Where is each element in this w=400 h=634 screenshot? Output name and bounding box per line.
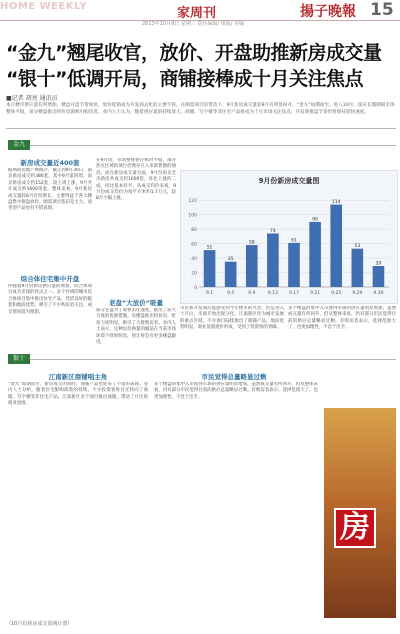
bar-value-label: 114 [331, 200, 341, 206]
subhead-5: 市民觉得总量略显过剩 [201, 373, 267, 381]
bar [309, 222, 321, 287]
bar [267, 233, 279, 287]
page-number: 15 [370, 0, 394, 20]
house-photo [324, 408, 396, 618]
chart-title: 9月份新房成交量图 [258, 177, 320, 185]
bar [373, 266, 385, 287]
bar-chart [181, 171, 397, 303]
subhead-2: 综合体住宅集中开盘 [20, 275, 80, 283]
y-tick-label: 0 [194, 286, 197, 291]
bar-value-label: 58 [248, 240, 255, 246]
section-badge-gold-nine: 金九 [8, 140, 30, 150]
house-sign: 房 [334, 508, 376, 548]
dateline: 2013年10月8日 星期二 责任编辑/ 组版/ 美编 [142, 21, 244, 27]
column-3: 在9月份，市场整体供应相对平稳，部分热点区域的项目仍然存在入市即售罄的情况。而在新房成交量方面，9月份南京全市新房共成交约1600套，环比上涨约二成，同比基本持平。从成交均价来看，9月份成交均价为每平方米约1.7万元，较8月小幅上涨。 [96, 158, 176, 202]
bar-chart-panel [180, 170, 398, 304]
bar-value-label: 51 [206, 245, 213, 251]
bar-value-label: 74 [270, 228, 276, 234]
x-tick-label: 9.9 [248, 291, 256, 296]
bar [225, 262, 237, 287]
y-tick-label: 80 [191, 228, 197, 234]
bar [246, 245, 258, 287]
headline-line-2: “银十”低调开局，商铺接棒成十月关注焦点 [6, 68, 363, 90]
section-logo: 家周刊 [177, 6, 217, 21]
watermark-text: HOME WEEKLY [0, 1, 88, 12]
lead-paragraph: 本月楼市供应量有所增加，楼盘开盘节奏加快，放价促销成为开发商去化的主要手段。在刚需项目的带动下，9月新房成交量较8月有明显回升，“金九”如期而至。进入10月，国庆长假期间市场整体平稳，部分楼盘推出特价房源吸引购房者。业内人士认为，随着供应量的持续放大，商铺、写字楼等非住宅产品将成为十月市场关注焦点，开发商推盘节奏仍将保持较快速度。 [6, 103, 395, 115]
column-6: “金九”如期而至，新房成交的同时，商铺产品也迎来了不错的表现。业内人士分析，随着住宅限购政策的持续，不少投资客将目光转向了商铺、写字楼等非住宅产品。江南新区多个项目推出商铺，带动了片区的商业氛围。 [8, 382, 148, 407]
bar-value-label: 53 [354, 244, 361, 250]
section-badge-silver-ten: 银十 [8, 354, 30, 364]
x-tick-label: 9.13 [267, 291, 278, 296]
subhead-3: 老盘“大放价”吸量 [108, 299, 164, 307]
y-tick-label: 20 [191, 271, 197, 277]
column-5: 市民和开发商均能感受到今年楼市的火热，但是进入十月后，市场开始出现分化。江南新区作为城市发展的重点区域，不少项目陆续推出了商铺产品，地段优势明显，商业氛围逐步形成，受到了投资客的青睐。 [180, 306, 284, 331]
bar [330, 205, 342, 287]
section-rule [30, 145, 396, 146]
headline-line-1: “金九”翘尾收官，放价、开盘助推新房成交量 [6, 42, 382, 64]
column-5b: 多个楼盘的集中入市使得市场的供应量明显增加，虽然成交量有所回升，但从整体来看，仍有部分市民觉得目前的供应总量略显过剩。有购房者表示，选择范围大了，也更加理性，不急于出手。 [288, 306, 396, 331]
divider [6, 128, 396, 129]
subhead-1: 新房成交量近400套 [20, 159, 80, 167]
bar [352, 249, 364, 287]
x-tick-label: 9.5 [227, 291, 235, 296]
section-rule [30, 359, 396, 360]
bar-value-label: 90 [312, 217, 318, 223]
bar [204, 250, 216, 287]
x-tick-label: 9.30 [373, 291, 384, 296]
bar [288, 243, 300, 287]
x-tick-label: 9.29 [352, 291, 363, 296]
column-4: 部分老盘为了加快去化速度，推出了较大力度的优惠措施。有楼盘推出特价房，折扣力度明显，吸引了大批购房者。业内人士表示，这种以价换量的做法在当前市场环境下效果明显，预计将会有更多楼盘跟进。 [96, 308, 176, 346]
footnote: （10月份新房成交量统计图） [6, 621, 73, 627]
bar-value-label: 61 [291, 238, 297, 244]
x-tick-label: 9.25 [331, 291, 342, 296]
byline: ■记者 胡亮 通讯员 [6, 95, 58, 102]
x-tick-label: 9.17 [288, 291, 300, 296]
x-tick-label: 9.21 [310, 291, 321, 296]
x-tick-label: 9.1 [205, 291, 214, 296]
y-tick-label: 100 [188, 213, 197, 219]
subhead-4: 江南新区商铺唱主角 [48, 373, 108, 381]
column-1: 据网尚房地产网统计，截止到9月30日，南京新房成交约386套，其中9月第四周，南京新房成交约152套，较上周上涨，9月共计成交约1600余套。整体来看，9月新房成交量较8月有所增长，主要得益于各大楼盘集中推盘放价。刚需项目依旧是主力，改善型产品也有不错表现。 [8, 168, 92, 212]
column-2: 伴随着9月份新房供应量的增加，综合体项目成为市场的亮点之一。多个区域的城市综合体项目集中推出住宅产品，凭借良好的配套和地段优势，吸引了不少购房者关注，成交情况较为理想。 [8, 284, 92, 315]
y-tick-label: 60 [191, 242, 197, 248]
bar-value-label: 29 [375, 261, 382, 267]
y-tick-label: 120 [188, 199, 197, 205]
newspaper-name: 揚子晚報 [300, 4, 356, 20]
bar-value-label: 35 [227, 257, 234, 263]
column-7: 多个楼盘的集中入市使得市场的供应量明显增加，虽然成交量有所回升，但从整体来看，仍有部分市民觉得目前的供应总量略显过剩。有购房者表示，选择范围大了，也更加理性，不急于出手。 [154, 382, 318, 400]
y-tick-label: 40 [191, 257, 197, 263]
